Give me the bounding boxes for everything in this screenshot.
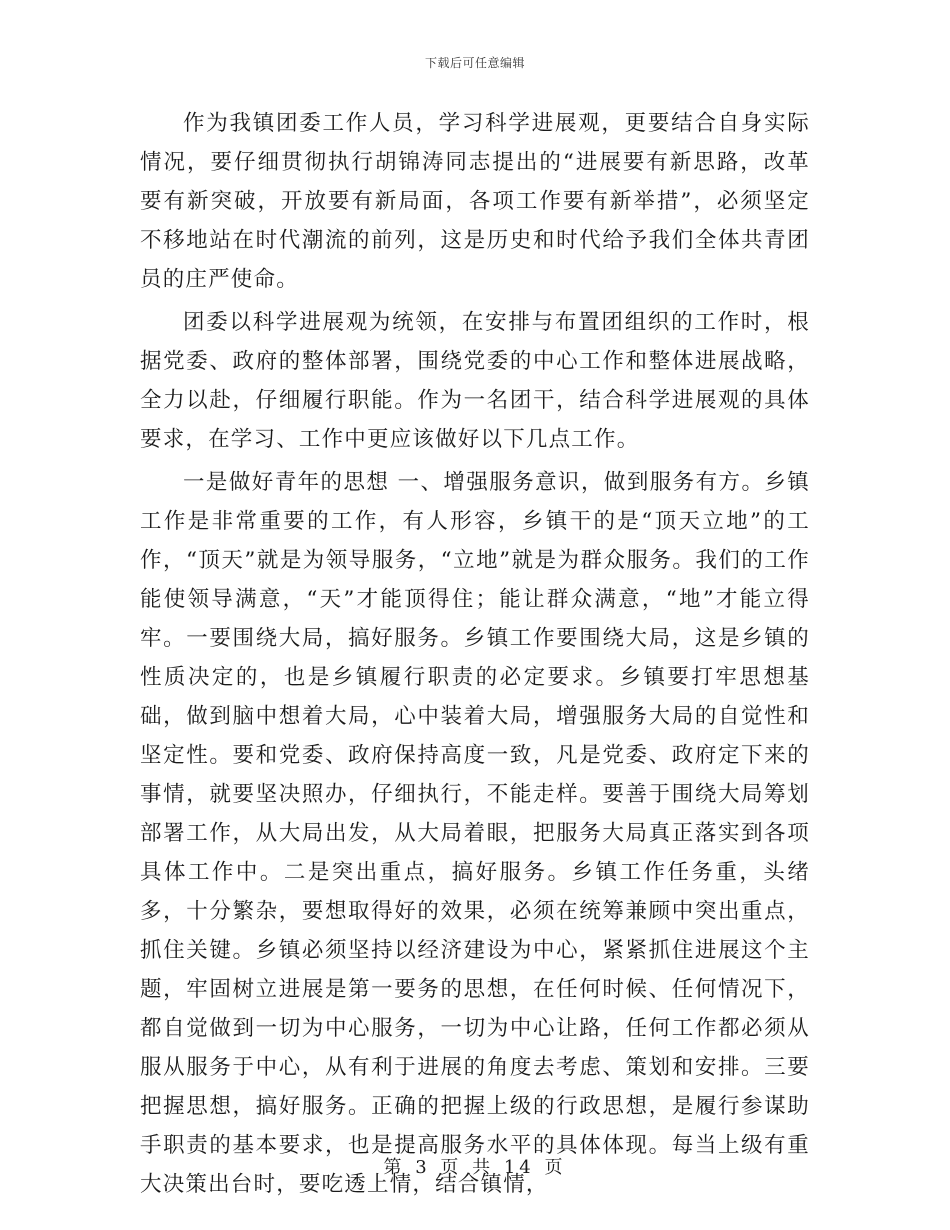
paragraph-2: 团委以科学进展观为统领，在安排与布置团组织的工作时，根据党委、政府的整体部署，围绕党委的中心工作和整体进展战略，全力以赴，仔细履行职能。作为一名团干，结合科学进展观的具体要求，在学习、工作中更应该做好以下几点工作。 [140,310,810,452]
page-header: 下载后可任意编辑 [424,56,525,70]
paragraph-1: 作为我镇团委工作人员，学习科学进展观，更要结合自身实际情况，要仔细贯彻执行胡锦涛同志提出的“进展要有新思路，改革要有新突破，开放要有新局面，各项工作要有新举措”，必须坚定不移地站在时代潮流的前列，这是历史和时代给予我们全体共青团员的庄严使命。 [140,111,810,292]
page-number: 第 3 页 共 14 页 [383,1157,567,1178]
paragraph-3: 一是做好青年的思想 一、增强服务意识，做到服务有方。乡镇工作是非常重要的工作，有人形容，乡镇干的是“顶天立地”的工作，“顶天”就是为领导服务，“立地”就是为群众服务。我们的工作能使领导满意，“天”才能顶得住；能让群众满意，“地”才能立得牢。一要围绕大局，搞好服务。乡镇工作要围绕大局，这是乡镇的性质决定的，也是乡镇履行职责的必定要求。乡镇要打牢思想基础，做到脑中想着大局，心中装着大局，增强服务大局的自觉性和坚定性。要和党委、政府保持高度一致，凡是党委、政府定下来的事情，就要坚决照办，仔细执行，不能走样。要善于围绕大局筹划部署工作，从大局出发，从大局着眼，把服务大局真正落实到各项具体工作中。二是突出重点，搞好服务。乡镇工作任务重，头绪多，十分繁杂，要想取得好的效果，必须在统筹兼顾中突出重点，抓住关键。乡镇必须坚持以经济建设为中心，紧紧抓住进展这个主题，牢固树立进展是第一要务的思想，在任何时候、任何情况下，都自觉做到一切为中心服务，一切为中心让路，任何工作都必须从服从服务于中心，从有利于进展的角度去考虑、策划和安排。三要把握思想，搞好服务。正确的把握上级的行政思想，是履行参谋助手职责的基本要求，也是提高服务水平的具体体现。每当上级有重大决策出台时，要吃透上情，结合镇情， [140,470,810,1197]
document-body [140,104,810,1208]
